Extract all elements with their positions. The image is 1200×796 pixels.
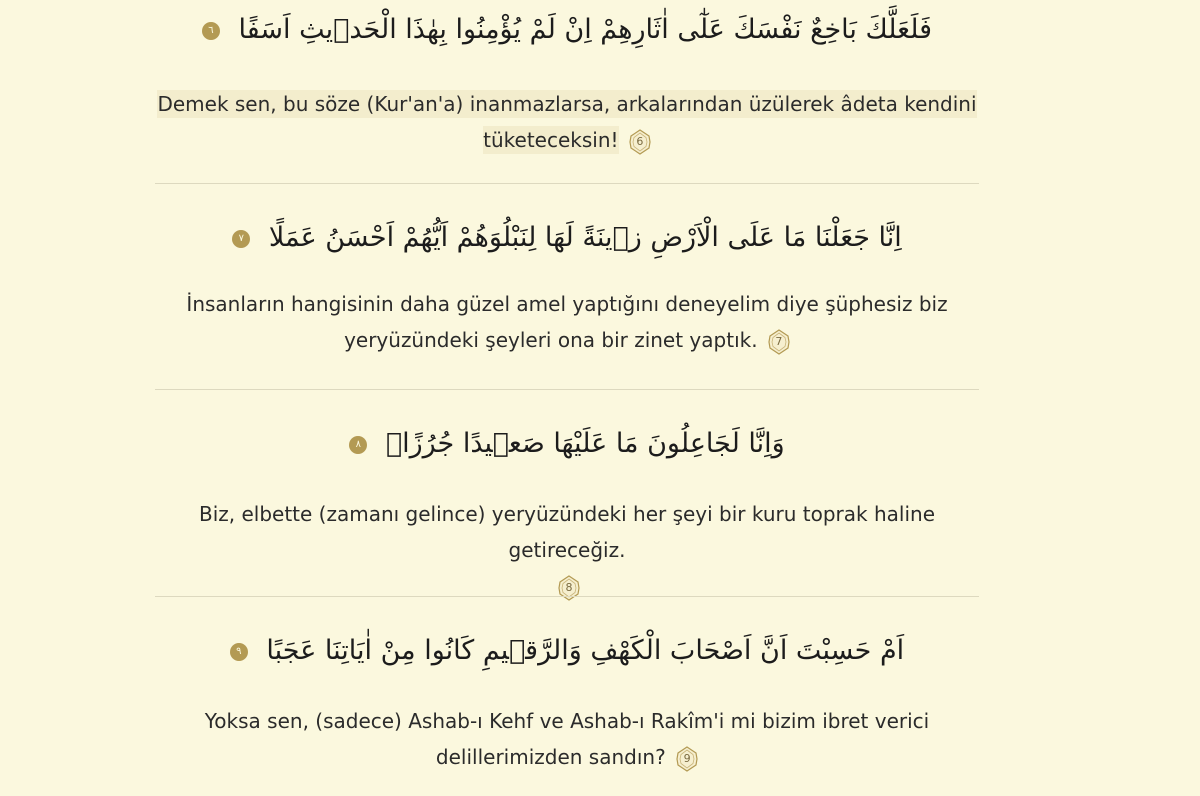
translation[interactable] [155, 286, 979, 358]
translation-line: yeryüzündeki şeyleri ona bir zinet yaptık. [344, 328, 758, 352]
divider [155, 183, 979, 184]
verse-number: 8 [565, 580, 573, 594]
verse-number: 7 [775, 334, 783, 348]
translation[interactable] [155, 86, 979, 158]
arabic-verse-text: فَلَعَلَّكَ بَاخِعٌ نَفْسَكَ عَلٰٓى اٰثَارِهِمْ اِنْ لَمْ يُؤْمِنُوا بِهٰذَا الْحَد۪يثِ اَسَفًا [238, 14, 933, 45]
arabic-text [155, 424, 979, 464]
verse-9 [155, 631, 979, 775]
verse-number-rosette-icon[interactable] [676, 746, 698, 772]
translation-line: Demek sen, bu söze (Kur'an'a) inanmazlarsa, arkalarından üzülerek âdeta kendini [157, 92, 977, 116]
arabic-text [155, 10, 979, 50]
translation-line: Yoksa sen, (sadece) Ashab-ı Kehf ve Ashab-ı Rakîm'i mi bizim ibret verici [204, 709, 930, 733]
arabic-verse-text: اِنَّا جَعَلْنَا مَا عَلَى الْاَرْضِ ز۪ينَةً لَهَا لِنَبْلُوَهُمْ اَيُّهُمْ اَحْسَنُ عَمَلًا [268, 222, 902, 253]
arabic-text [155, 218, 979, 258]
arabic-verse-text: اَمْ حَسِبْتَ اَنَّ اَصْحَابَ الْكَهْفِ وَالرَّق۪يمِ كَانُوا مِنْ اٰيَاتِنَا عَجَبًا [266, 635, 905, 666]
verse-8 [155, 424, 979, 604]
divider [155, 596, 979, 597]
divider [155, 389, 979, 390]
arabic-verse-text: وَاِنَّا لَجَاعِلُونَ مَا عَلَيْهَا صَع۪يدًا جُرُزًاۜ [385, 428, 785, 459]
verse-7 [155, 218, 979, 358]
verse-number-rosette-icon[interactable] [768, 329, 790, 355]
translation-line: İnsanların hangisinin daha güzel amel yaptığını deneyelim diye şüphesiz biz [186, 292, 948, 316]
translation[interactable] [155, 496, 979, 604]
translation-line: tüketeceksin! [483, 128, 619, 152]
verse-number: 6 [636, 134, 644, 148]
translation-line: delillerimizden sandın? [435, 745, 666, 769]
verse-end-circle-icon: ٦ [202, 22, 220, 40]
verse-6 [155, 10, 979, 158]
translation[interactable] [155, 703, 979, 775]
verse-end-circle-icon: ٨ [349, 436, 367, 454]
translation-line: Biz, elbette (zamanı gelince) yeryüzündeki her şeyi bir kuru toprak haline getireceğiz. [198, 502, 936, 562]
verse-end-circle-icon: ٩ [230, 643, 248, 661]
arabic-text [155, 631, 979, 671]
verse-number: 9 [683, 751, 691, 765]
verse-end-circle-icon: ٧ [232, 230, 250, 248]
verse-number-rosette-icon[interactable] [629, 129, 651, 155]
